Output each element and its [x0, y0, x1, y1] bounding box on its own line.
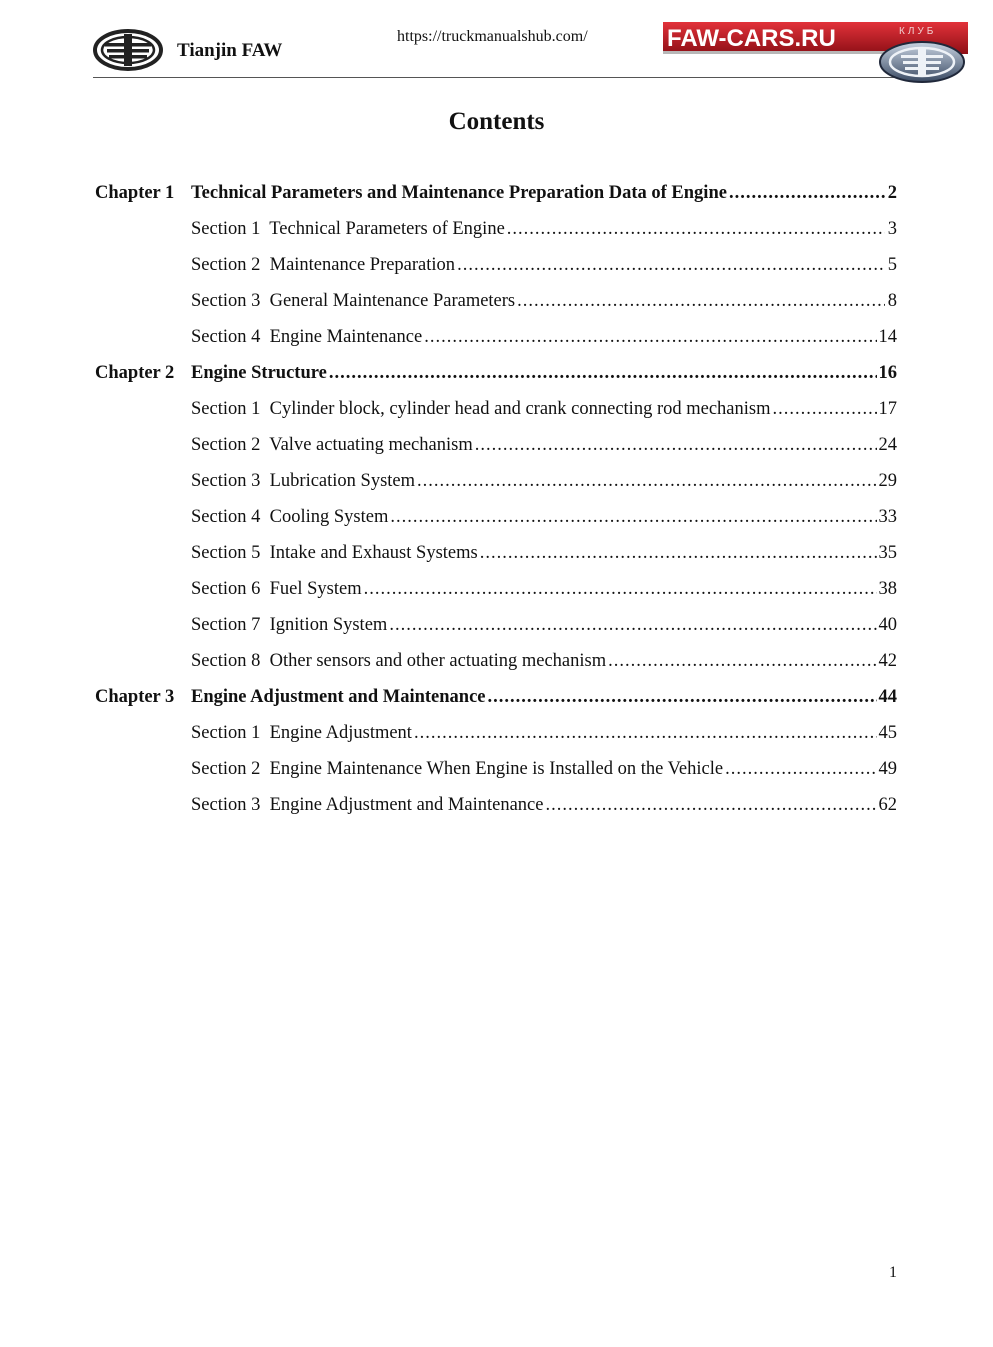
toc-dot-leader — [417, 471, 876, 492]
toc-dot-leader — [457, 255, 885, 276]
toc-section-entry[interactable] — [95, 615, 897, 651]
toc-section-entry[interactable] — [95, 543, 897, 579]
toc-entry-title: Section 3 Lubrication System — [191, 471, 416, 491]
page-title: Contents — [448, 108, 545, 135]
toc-section-entry[interactable] — [95, 723, 897, 759]
toc-page-number: 3 — [887, 219, 897, 239]
toc-section-entry[interactable] — [95, 399, 897, 435]
toc-entry-title: Section 4 Engine Maintenance — [191, 327, 423, 347]
toc-page-number: 29 — [878, 471, 897, 491]
toc-dot-leader — [390, 507, 876, 528]
toc-page-number: 5 — [887, 255, 897, 275]
toc-dot-leader — [414, 723, 877, 744]
toc-section-entry[interactable] — [95, 255, 897, 291]
toc-page-number: 42 — [878, 651, 897, 671]
toc-chapter-number: Chapter 1 — [95, 183, 175, 203]
toc-dot-leader — [507, 219, 885, 240]
toc-entry-title: Section 3 General Maintenance Parameters — [191, 291, 516, 311]
toc-page-number: 14 — [878, 327, 897, 347]
toc-page-number: 16 — [878, 363, 897, 383]
toc-page-number: 49 — [878, 759, 897, 779]
toc-entry-title: Section 7 Ignition System — [191, 615, 388, 635]
toc-page-number: 17 — [878, 399, 897, 419]
toc-page-number: 33 — [878, 507, 897, 527]
toc-page-number: 24 — [878, 435, 897, 455]
toc-chapter-number: Chapter 3 — [95, 687, 175, 707]
toc-dot-leader — [424, 327, 876, 348]
toc-section-entry[interactable] — [95, 759, 897, 795]
toc-entry-title: Section 2 Maintenance Preparation — [191, 255, 456, 275]
toc-dot-leader — [364, 579, 877, 600]
toc-page-number: 40 — [878, 615, 897, 635]
toc-dot-leader — [729, 183, 885, 204]
toc-entry-title: Section 1 Engine Adjustment — [191, 723, 412, 743]
club-banner-sub: КЛУБ — [899, 26, 937, 37]
page-header — [0, 0, 993, 90]
page-number: 1 — [889, 1264, 897, 1281]
table-of-contents — [95, 183, 897, 831]
toc-page-number: 38 — [878, 579, 897, 599]
toc-section-entry[interactable] — [95, 219, 897, 255]
toc-dot-leader — [608, 651, 876, 672]
toc-entry-title: Section 3 Engine Adjustment and Maintenance — [191, 795, 544, 815]
toc-page-number: 2 — [887, 183, 897, 203]
toc-dot-leader — [725, 759, 876, 780]
toc-dot-leader — [545, 795, 876, 816]
toc-entry-title: Engine Adjustment and Maintenance — [191, 687, 486, 707]
toc-dot-leader — [475, 435, 877, 456]
toc-page-number: 45 — [878, 723, 897, 743]
toc-section-entry[interactable] — [95, 327, 897, 363]
club-banner-logo — [663, 22, 968, 84]
toc-entry-title: Section 4 Cooling System — [191, 507, 389, 527]
toc-dot-leader — [480, 543, 877, 564]
toc-dot-leader — [517, 291, 885, 312]
toc-section-entry[interactable] — [95, 507, 897, 543]
toc-dot-leader — [488, 687, 877, 708]
toc-entry-title: Section 2 Engine Maintenance When Engine is Installed on the Vehicle — [191, 759, 724, 779]
toc-chapter-number: Chapter 2 — [95, 363, 175, 383]
toc-page-number: 44 — [878, 687, 897, 707]
toc-entry-title: Section 5 Intake and Exhaust Systems — [191, 543, 478, 563]
toc-dot-leader — [389, 615, 876, 636]
toc-entry-title: Section 1 Technical Parameters of Engine — [191, 219, 505, 239]
toc-section-entry[interactable] — [95, 795, 897, 831]
toc-chapter-entry[interactable] — [95, 687, 897, 723]
toc-chapter-entry[interactable] — [95, 363, 897, 399]
toc-entry-title: Engine Structure — [191, 363, 327, 383]
toc-dot-leader — [329, 363, 877, 384]
toc-chapter-entry[interactable] — [95, 183, 897, 219]
toc-entry-title: Section 6 Fuel System — [191, 579, 362, 599]
club-banner-text: FAW-CARS.RU — [667, 25, 836, 52]
toc-page-number: 35 — [878, 543, 897, 563]
toc-entry-title: Section 1 Cylinder block, cylinder head and crank connecting rod mechanism — [191, 399, 771, 419]
toc-section-entry[interactable] — [95, 651, 897, 687]
brand-name: Tianjin FAW — [177, 40, 283, 61]
faw-logo — [93, 28, 163, 72]
toc-section-entry[interactable] — [95, 471, 897, 507]
toc-dot-leader — [773, 399, 877, 420]
toc-section-entry[interactable] — [95, 579, 897, 615]
toc-section-entry[interactable] — [95, 291, 897, 327]
toc-page-number: 62 — [878, 795, 897, 815]
source-url: https://truckmanualshub.com/ — [397, 28, 588, 45]
toc-entry-title: Technical Parameters and Maintenance Preparation Data of Engine — [191, 183, 727, 203]
toc-entry-title: Section 2 Valve actuating mechanism — [191, 435, 473, 455]
toc-entry-title: Section 8 Other sensors and other actuating mechanism — [191, 651, 607, 671]
toc-page-number: 8 — [887, 291, 897, 311]
toc-section-entry[interactable] — [95, 435, 897, 471]
